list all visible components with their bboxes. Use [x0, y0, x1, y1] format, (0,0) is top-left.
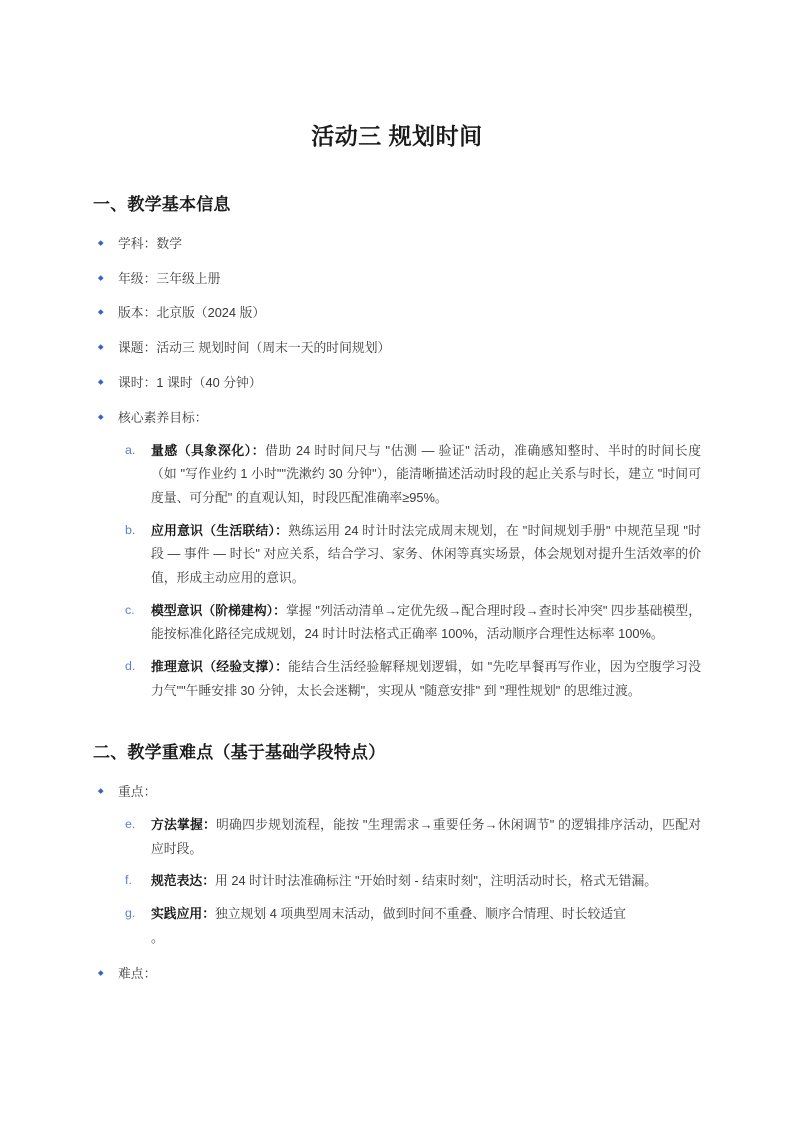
list-item-label: 核心素养目标：: [118, 409, 208, 425]
key-difficult-points-list: [93, 782, 701, 984]
bullet-diamond-icon: [98, 788, 103, 793]
bullet-diamond-icon: [98, 971, 103, 976]
list-item: [93, 373, 701, 393]
section-heading-teaching-basic-info: 一、教学基本信息: [93, 194, 231, 214]
list-marker-b: b.: [125, 522, 136, 537]
basic-info-list: [93, 234, 701, 703]
list-item-body: 借助 24 时时间尺与 "估测 — 验证" 活动，准确感知整时、半时的时间长度（如 "写作业约 1 小时""洗漱约 30 分钟"），能清晰描述活动时段的起止关系与时长，建立 "时间可度量、可分配" 的直观认知，时段匹配准确率≥95%。: [151, 442, 701, 505]
bullet-diamond-icon: [98, 240, 103, 245]
list-item-label: 课时：1 课时（40 分钟）: [118, 375, 262, 390]
list-item-difficult-points: [93, 964, 701, 984]
list-item-lead: 方法掌握：: [151, 817, 217, 832]
list-item-lead: 模型意识（阶梯建构）：: [151, 602, 287, 618]
list-item: [118, 869, 701, 893]
list-item: [118, 439, 701, 510]
bullet-diamond-icon: [98, 275, 103, 280]
list-item-label: 课题：活动三 规划时间（周末一天的时间规划）: [118, 340, 391, 356]
list-item: [118, 655, 701, 702]
list-item-lead: 推理意识（经验支撑）：: [151, 659, 289, 675]
list-item-core-literacy-goals: [93, 408, 701, 703]
list-item-body: 熟练运用 24 时计时法完成周末规划，在 "时间规划手册" 中规范呈现 "时段 — 事件 — 时长" 对应关系，结合学习、家务、休闲等真实场景，体会规划对提升生活效率的价值，形成主动应用的意识。: [151, 522, 701, 586]
list-item: [118, 813, 701, 860]
list-marker-a: a.: [125, 442, 136, 457]
list-item: [118, 599, 701, 646]
key-points-sublist: [118, 813, 701, 949]
list-marker-f: f.: [125, 873, 132, 888]
list-item-label: 重点：: [118, 784, 157, 800]
list-item-label: 版本：北京版（2024 版）: [118, 305, 266, 321]
list-marker-g: g.: [125, 906, 136, 921]
list-item: [93, 303, 701, 323]
bullet-diamond-icon: [98, 414, 103, 419]
list-item-body: 明确四步规划流程，能按 "生理需求→重要任务→休闲调节" 的逻辑排序活动，匹配对应时段。: [151, 817, 701, 856]
list-item-lead: 实践应用：: [151, 906, 215, 922]
list-marker-d: d.: [125, 659, 136, 674]
list-item-body: 独立规划 4 项典型周末活动，做到时间不重叠、顺序合情理、时长较适宜: [214, 906, 626, 922]
list-item-label: 学科：数学: [118, 235, 182, 251]
list-item-lead: 应用意识（生活联结）：: [151, 522, 289, 538]
list-item: [93, 234, 701, 254]
list-item-label: 难点：: [118, 966, 157, 982]
list-item-lead: 规范表达：: [151, 873, 215, 889]
bullet-diamond-icon: [98, 310, 103, 315]
list-marker-c: c.: [125, 602, 135, 617]
section-heading-key-difficult-points: 二、教学重难点（基于基础学段特点）: [93, 743, 386, 763]
list-marker-e: e.: [125, 817, 136, 831]
core-literacy-goals-list: [118, 439, 701, 703]
list-item-body: 用 24 时计时法准确标注 "开始时刻 - 结束时刻"，注明活动时长，格式无错漏。: [214, 873, 658, 889]
bullet-diamond-icon: [98, 379, 103, 384]
list-item: [118, 902, 701, 949]
bullet-diamond-icon: [98, 344, 103, 349]
list-item: [118, 519, 701, 590]
list-item: [93, 269, 701, 289]
list-item-body: 掌握 "列活动清单→定优先级→配合理时段→查时长冲突" 四步基础模型，能按标准化路径完成规划，24 时计时法格式正确率 100%，活动顺序合理性达标率 100%。: [151, 602, 701, 642]
list-item-lead: 量感（具象深化）：: [151, 442, 266, 458]
list-item-body: 能结合生活经验解释规划逻辑，如 "先吃早餐再写作业，因为空腹学习没力气""午睡安排 30 分钟，太长会迷糊"，实现从 "随意安排" 到 "理性规划" 的思维过渡。: [151, 659, 701, 698]
list-item-tail: 。: [151, 929, 164, 945]
list-item-label: 年级：三年级上册: [118, 270, 221, 286]
page-title: 活动三 规划时间: [311, 123, 483, 149]
document-content: [93, 0, 701, 984]
list-item: [93, 338, 701, 358]
list-item-key-points: [93, 782, 701, 949]
